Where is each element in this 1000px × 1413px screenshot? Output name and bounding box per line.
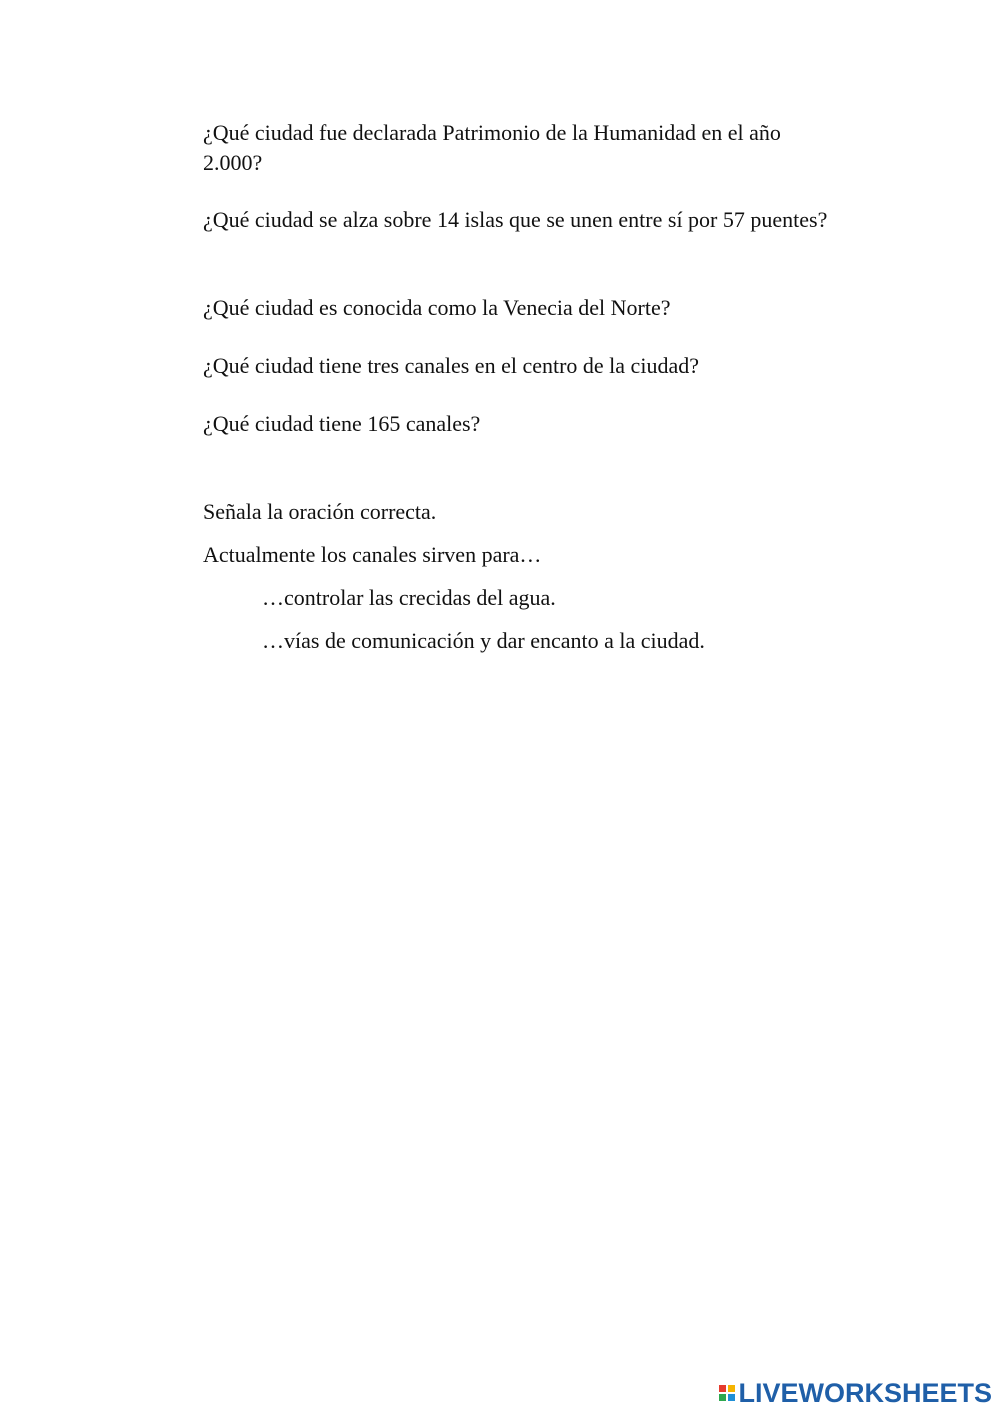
option-2[interactable]: …vías de comunicación y dar encanto a la ciudad. [262,628,705,653]
liveworksheets-logo [719,1377,992,1409]
logo-square-blue-icon [728,1394,735,1401]
question-4: ¿Qué ciudad tiene tres canales en el centro de la ciudad? [203,353,699,378]
option-1[interactable]: …controlar las crecidas del agua. [262,585,556,610]
logo-square-yellow-icon [728,1385,735,1392]
question-5: ¿Qué ciudad tiene 165 canales? [203,411,481,436]
brand-name: LIVEWORKSHEETS [738,1377,992,1408]
logo-grid-icon [719,1385,735,1401]
logo-square-red-icon [719,1385,726,1392]
exercise-instruction: Señala la oración correcta. [203,499,437,524]
logo-square-green-icon [719,1394,726,1401]
exercise-stem: Actualmente los canales sirven para… [203,542,542,567]
question-3: ¿Qué ciudad es conocida como la Venecia del Norte? [203,295,671,320]
question-2: ¿Qué ciudad se alza sobre 14 islas que se unen entre sí por 57 puentes? [203,207,828,232]
question-1: ¿Qué ciudad fue declarada Patrimonio de la Humanidad en el año 2.000? [203,120,781,175]
